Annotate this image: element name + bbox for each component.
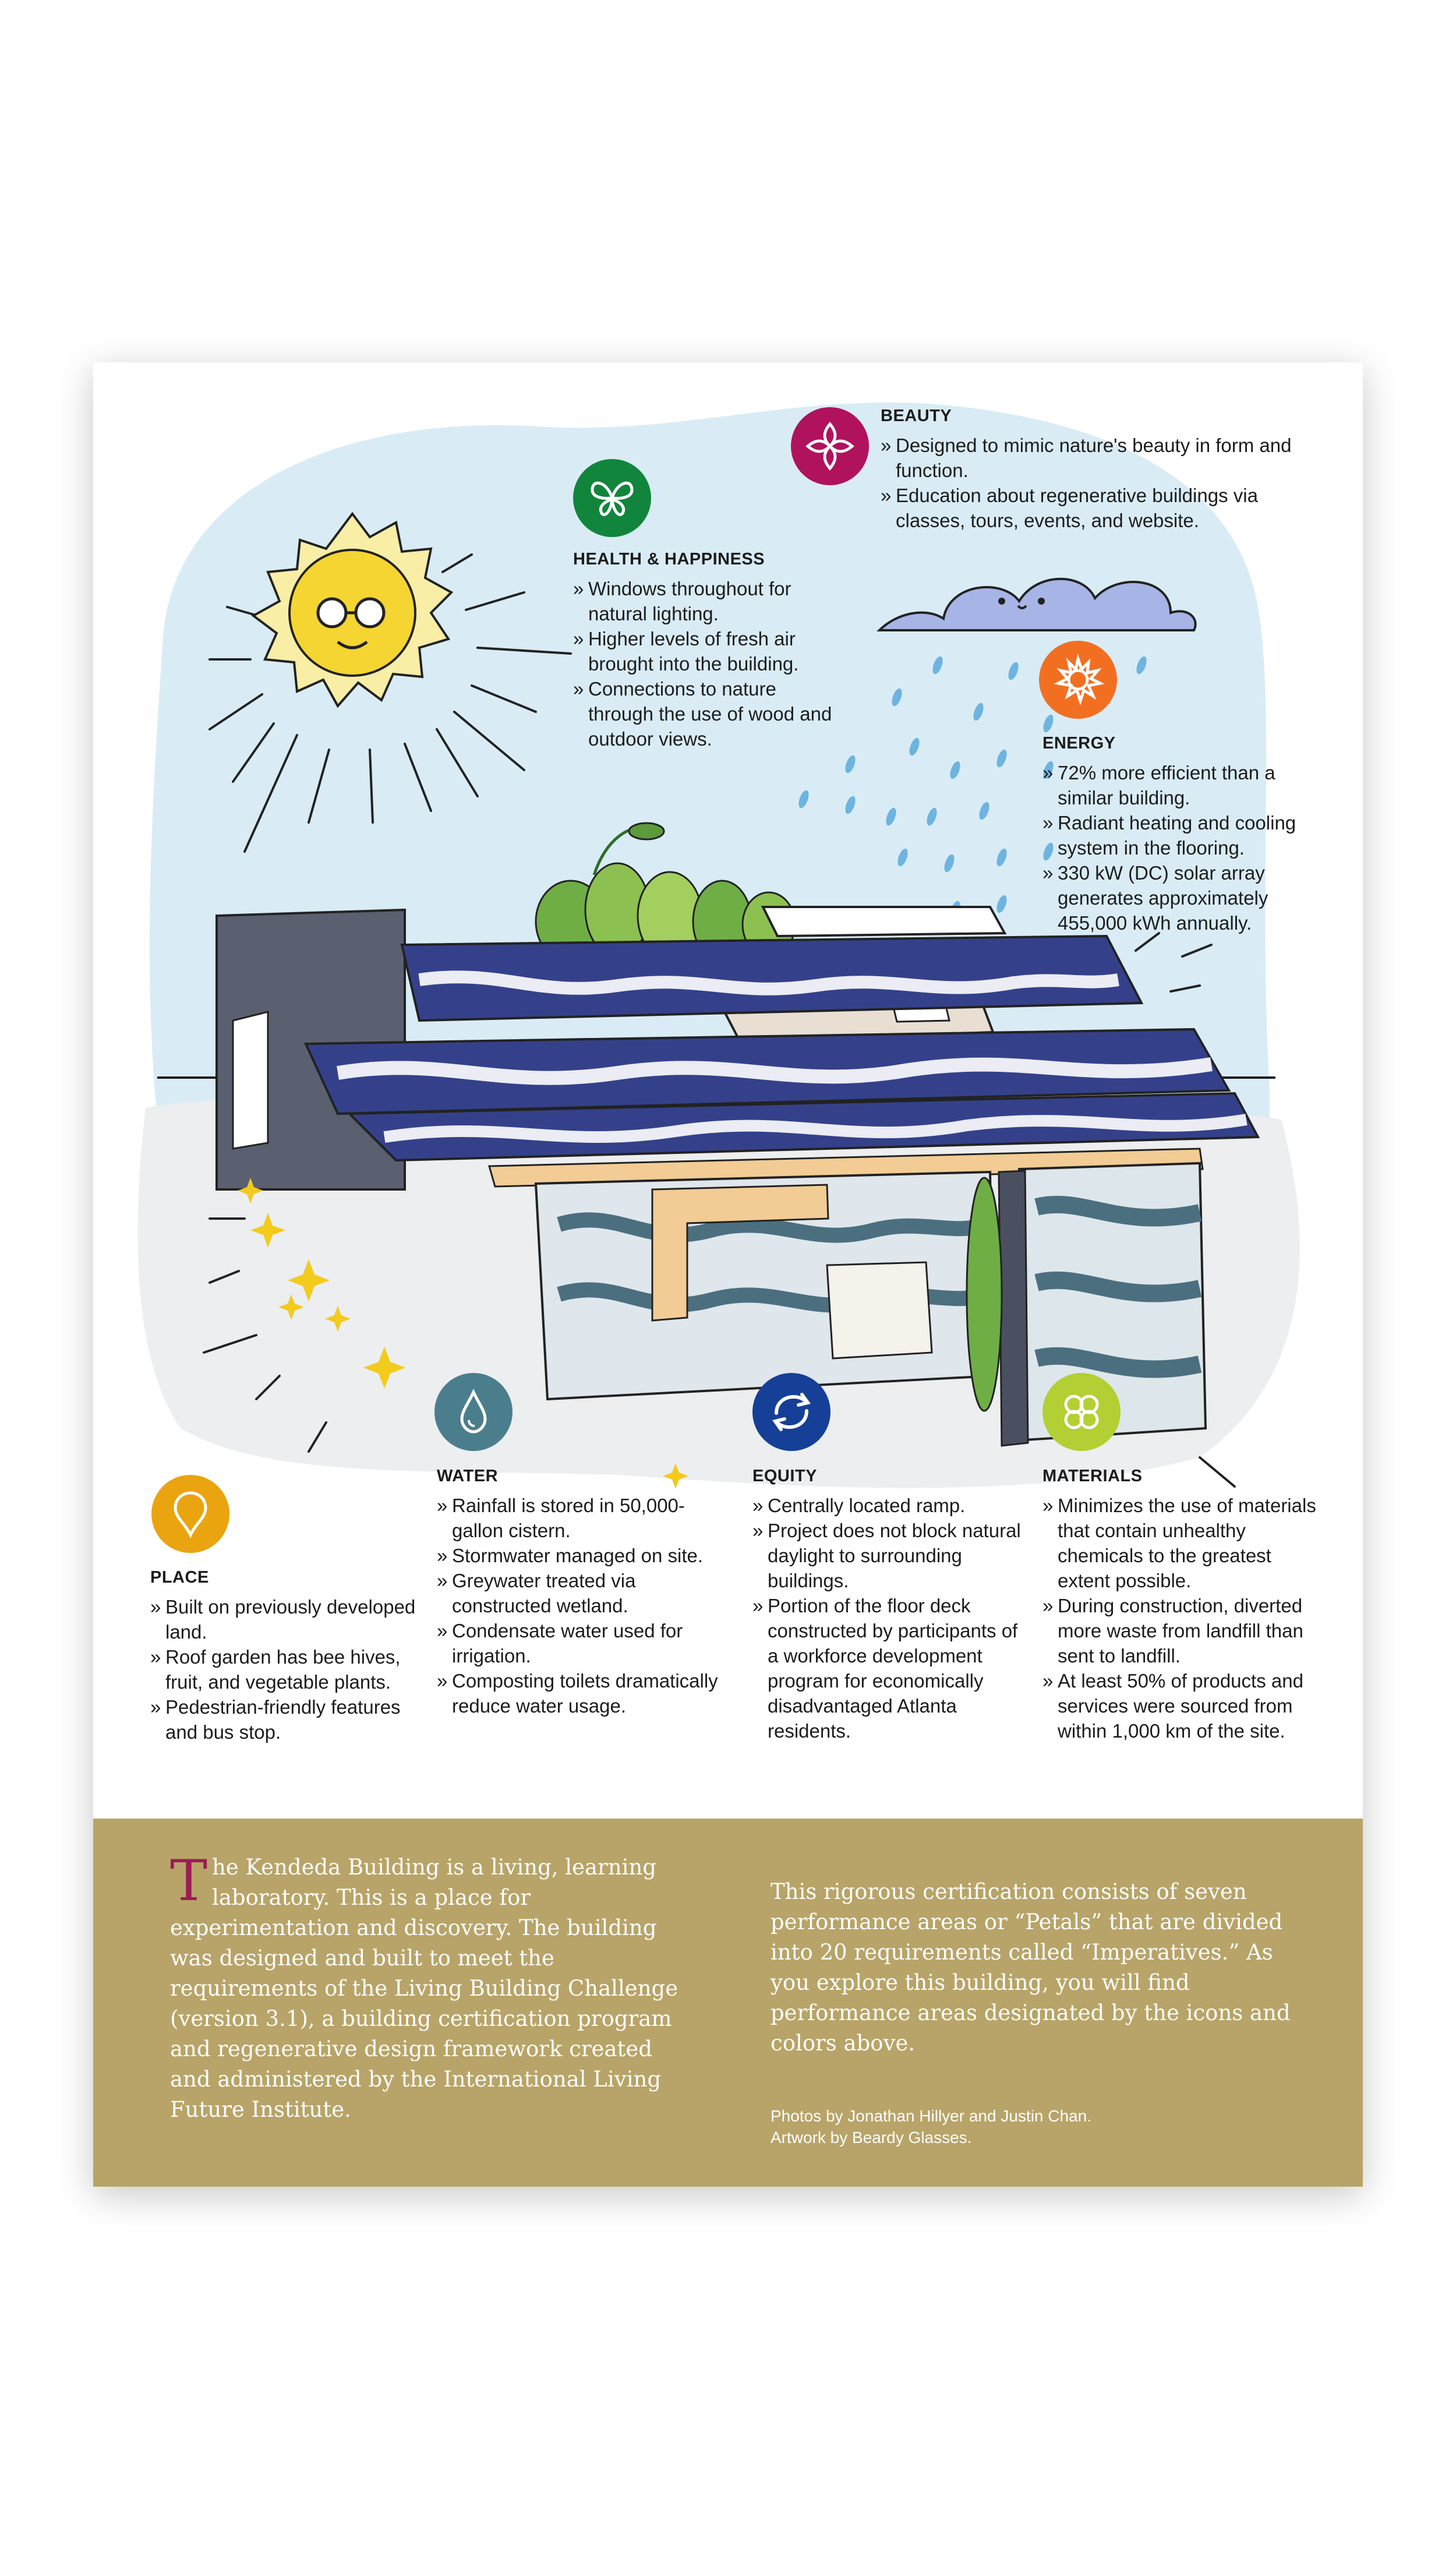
location-pin-icon [162, 1486, 218, 1542]
health-petal-icon [573, 459, 651, 537]
health-item: » Windows throughout for natural lighting. [573, 576, 841, 626]
four-circles-icon [1054, 1384, 1109, 1440]
equity-petal-icon [752, 1373, 831, 1451]
materials-item: » During construction, diverted more waste from landfill than sent to landfill. [1042, 1593, 1322, 1668]
butterfly-icon [584, 470, 640, 526]
photo-credit: Photos by Jonathan Hillyer and Justin Chan. [771, 2107, 1091, 2125]
art-credit: Artwork by Beardy Glasses. [771, 2128, 972, 2146]
equity-item: » Portion of the floor deck constructed by participants of a workforce development program for economically disadvantaged Atlanta residents. [752, 1593, 1026, 1743]
water-section [437, 1467, 728, 1718]
water-item: » Composting toilets dramatically reduce water usage. [437, 1668, 728, 1718]
certification-paragraph: This rigorous certification consists of seven performance areas or “Petals” that are divided into 20 requirements called “Imperatives.” As you explore this building, you will find performance areas designated by the icons and colors above. [771, 1879, 1291, 2056]
solar-panel-icon [306, 936, 1258, 1160]
water-item: » Stormwater managed on site. [437, 1543, 728, 1568]
beauty-petal-icon [791, 407, 869, 485]
beauty-item: » Education about regenerative buildings via classes, tours, events, and website. [881, 483, 1323, 533]
beauty-title: BEAUTY [881, 407, 952, 425]
water-drop-icon [446, 1384, 501, 1440]
intro-text: he Kendeda Building is a living, learning laboratory. This is a place for experimentation and discovery. The building was designed and built to meet the requirements of the Living Building Challenge (version 3.1), a building certification program and regenerative design framework created and administered by the International Living Future Institute. [170, 1855, 678, 2122]
sun-burst-icon [1050, 652, 1106, 708]
equity-item: » Centrally located ramp. [752, 1493, 1026, 1518]
water-item: » Rainfall is stored in 50,000-gallon cistern. [437, 1493, 728, 1543]
energy-item: » 330 kW (DC) solar array generates approximately 455,000 kWh annually. [1042, 860, 1322, 935]
health-title: HEALTH & HAPPINESS [573, 550, 765, 569]
materials-title: MATERIALS [1042, 1467, 1143, 1485]
materials-section [1042, 1467, 1322, 1743]
place-item: » Pedestrian-friendly features and bus stop. [150, 1694, 418, 1745]
materials-petal-icon [1042, 1373, 1121, 1451]
health-item: » Higher levels of fresh air brought into the building. [573, 626, 841, 676]
place-title: PLACE [150, 1568, 209, 1587]
energy-item: » Radiant heating and cooling system in the flooring. [1042, 810, 1322, 860]
water-item: » Greywater treated via constructed wetland. [437, 1568, 728, 1618]
energy-item: » 72% more efficient than a similar building. [1042, 760, 1322, 810]
credits [771, 2105, 1295, 2148]
equity-title: EQUITY [752, 1467, 817, 1485]
drop-cap: T [170, 1848, 208, 1913]
place-item: » Roof garden has bee hives, fruit, and vegetable plants. [150, 1644, 418, 1694]
place-item: » Built on previously developed land. [150, 1594, 418, 1644]
place-petal-icon [151, 1475, 229, 1553]
footer-panel [93, 1819, 1363, 2187]
beauty-item: » Designed to mimic nature's beauty in form and function. [881, 433, 1323, 483]
water-title: WATER [437, 1467, 499, 1485]
cycle-arrows-icon [764, 1384, 819, 1440]
health-section [573, 550, 841, 751]
water-petal-icon [434, 1373, 513, 1451]
materials-item: » Minimizes the use of materials that contain unhealthy chemicals to the greatest extent possible. [1042, 1493, 1322, 1593]
intro-paragraph [170, 1848, 694, 2125]
place-section [150, 1568, 418, 1745]
flower-icon [802, 418, 858, 474]
water-item: » Condensate water used for irrigation. [437, 1618, 728, 1668]
equity-section [752, 1467, 1026, 1743]
energy-title: ENERGY [1042, 734, 1116, 753]
poster-card [93, 362, 1363, 2187]
health-item: » Connections to nature through the use of wood and outdoor views. [573, 676, 841, 751]
beauty-section [881, 407, 1323, 533]
energy-section [1042, 734, 1322, 935]
materials-item: » At least 50% of products and services were sourced from within 1,000 km of the site. [1042, 1668, 1322, 1743]
equity-item: » Project does not block natural daylight to surrounding buildings. [752, 1518, 1026, 1593]
energy-petal-icon [1039, 641, 1117, 719]
